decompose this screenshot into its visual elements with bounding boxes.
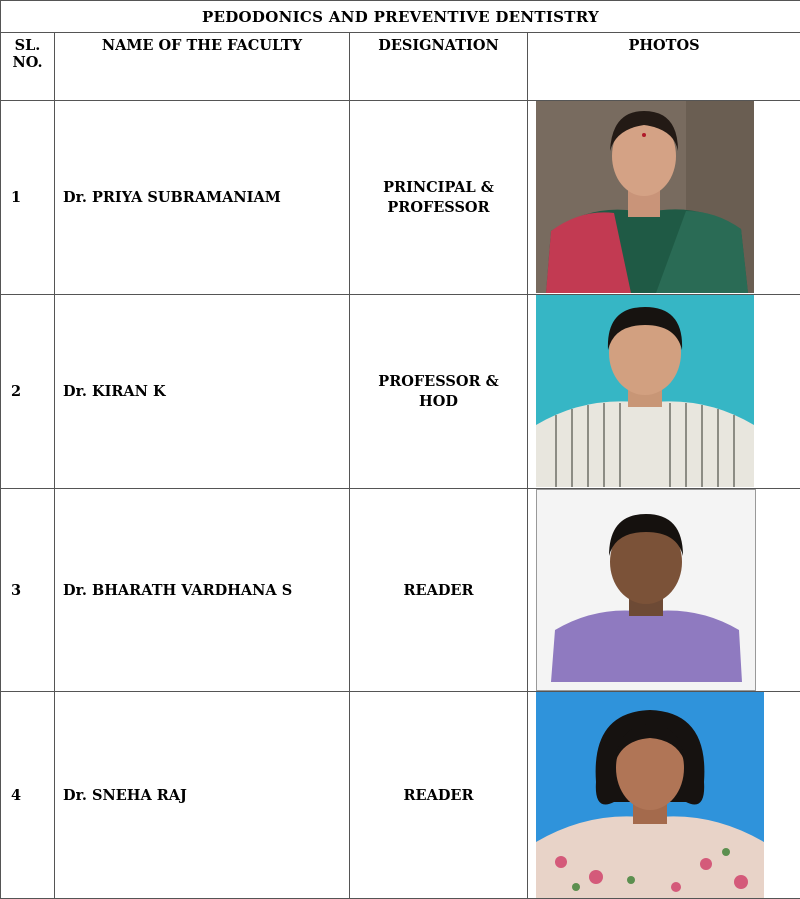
photo-cell <box>528 101 800 295</box>
header-sl-no: SL. NO. <box>1 33 55 101</box>
portrait-photo <box>536 295 754 487</box>
row-sl-no: 4 <box>1 692 55 899</box>
table-row <box>1 295 800 489</box>
table-row <box>1 692 800 899</box>
table-row <box>1 101 800 295</box>
portrait-photo <box>536 489 756 691</box>
header-designation: DESIGNATION <box>350 33 528 101</box>
faculty-name: Dr. BHARATH VARDHANA S <box>55 489 350 692</box>
faculty-designation: READER <box>350 489 528 692</box>
faculty-name: Dr. KIRAN K <box>55 295 350 489</box>
portrait-photo <box>536 692 764 899</box>
row-sl-no: 2 <box>1 295 55 489</box>
photo-cell <box>528 295 800 489</box>
faculty-name: Dr. PRIYA SUBRAMANIAM <box>55 101 350 295</box>
portrait-photo <box>536 101 754 293</box>
row-sl-no: 3 <box>1 489 55 692</box>
row-sl-no: 1 <box>1 101 55 295</box>
table-title: PEDODONICS AND PREVENTIVE DENTISTRY <box>1 1 800 33</box>
photo-cell <box>528 692 800 899</box>
faculty-designation: READER <box>350 692 528 899</box>
header-photos: PHOTOS <box>528 33 800 101</box>
table-row <box>1 489 800 692</box>
header-name: NAME OF THE FACULTY <box>55 33 350 101</box>
faculty-designation: PRINCIPAL & PROFESSOR <box>350 101 528 295</box>
faculty-name: Dr. SNEHA RAJ <box>55 692 350 899</box>
faculty-designation: PROFESSOR & HOD <box>350 295 528 489</box>
photo-cell <box>528 489 800 692</box>
